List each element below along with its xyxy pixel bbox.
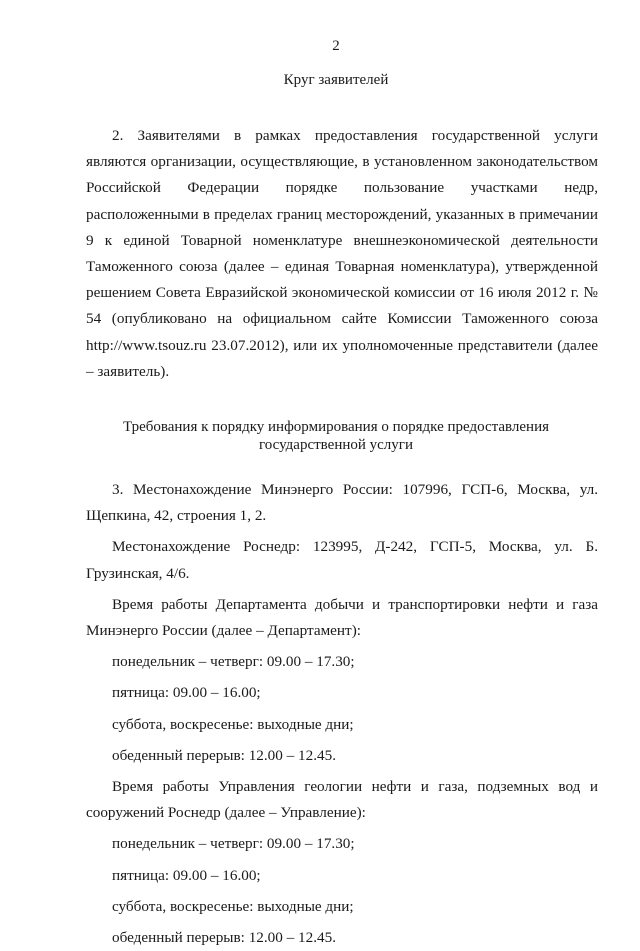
paragraph-ministry-location: 3. Местонахождение Минэнерго России: 107996, ГСП-6, Москва, ул. Щепкина, 42, строения 1, 2. xyxy=(86,481,598,525)
schedule-line: понедельник – четверг: 09.00 – 17.30; xyxy=(112,835,355,853)
schedule-line: пятница: 09.00 – 16.00; xyxy=(112,866,261,884)
schedule-line: обеденный перерыв: 12.00 – 12.45. xyxy=(112,746,337,764)
section-heading-information-requirements xyxy=(86,418,598,454)
paragraph-rosnedra-location: Местонахождение Роснедр: 123995, Д-242, ГСП-5, Москва, ул. Б. Грузинская, 4/6. xyxy=(86,538,598,582)
schedule-line: суббота, воскресенье: выходные дни; xyxy=(112,897,354,915)
heading-line-1: Требования к порядку информирования о порядке предоставления xyxy=(122,419,550,436)
schedule-line: обеденный перерыв: 12.00 – 12.45. xyxy=(112,929,337,947)
schedule-line: пятница: 09.00 – 16.00; xyxy=(112,684,261,702)
section-heading-applicants: Круг заявителей xyxy=(283,72,389,88)
schedule-line: понедельник – четверг: 09.00 – 17.30; xyxy=(112,653,355,671)
paragraph-applicants: 2. Заявителями в рамках предоставления государственной услуги являются организации, осуществляющие, в установленном законодательством Российской Федерации порядке пользование участками недр, расположенными в пределах границ месторождений, указанных в примечании 9 к единой Товарной номенклатуре внешнеэкономической деятельности Таможенного союза (далее – единая Товарная номенклатура), утвержденной решением Совета Евразийской экономической комиссии от 16 июля 2012 г. № 54 (опубликовано на официальном сайте Комиссии Таможенного союза http://www.tsouz.ru 23.07.2012), или их уполномоченные представители (далее – заявитель). xyxy=(86,127,598,380)
paragraph-directorate-hours: Время работы Управления геологии нефти и газа, подземных вод и сооружений Роснедр (далее – Управление): xyxy=(86,778,598,822)
heading-line-2: государственной услуги xyxy=(259,437,413,454)
paragraph-department-hours: Время работы Департамента добычи и транспортировки нефти и газа Минэнерго России (далее – Департамент): xyxy=(86,595,598,640)
page-number: 2 xyxy=(332,38,340,54)
schedule-line: суббота, воскресенье: выходные дни; xyxy=(112,715,354,733)
